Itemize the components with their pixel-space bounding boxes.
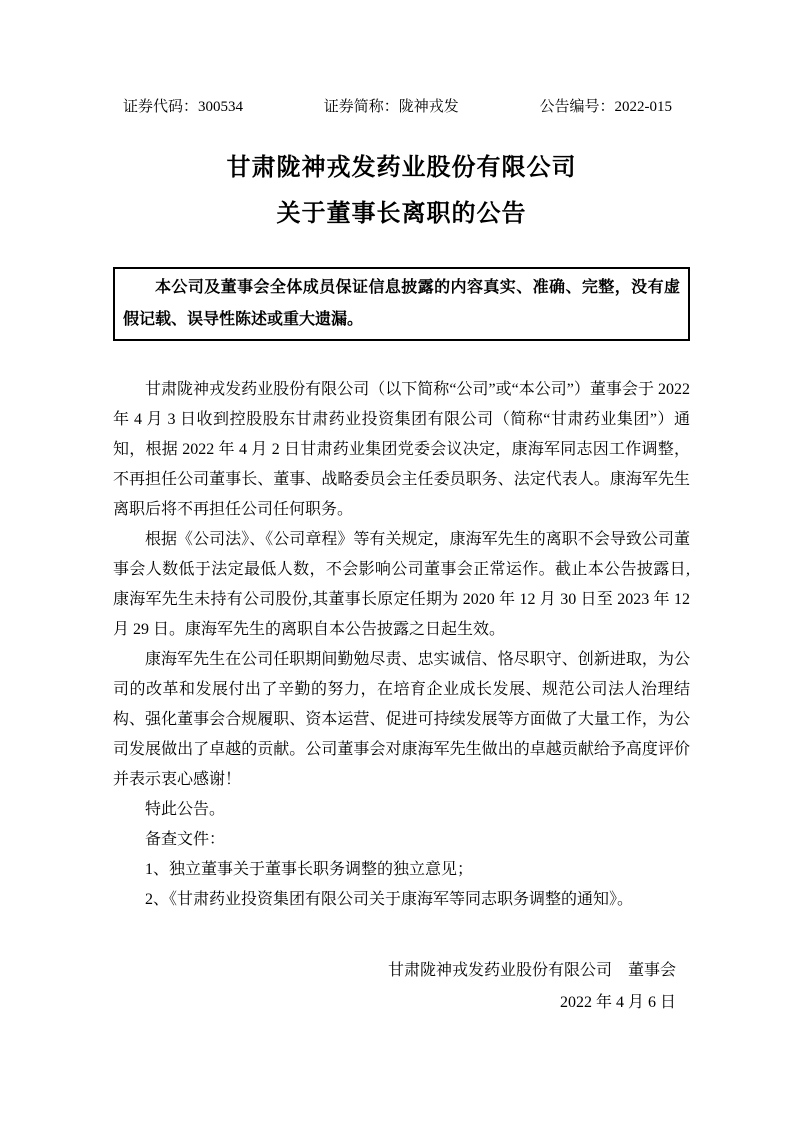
stock-abbr	[324, 97, 459, 117]
signature-block	[113, 955, 690, 1019]
reference-doc-item-1: 1、独立董事关于董事长职务调整的独立意见；	[145, 861, 474, 878]
stock-code-value: 300534	[198, 99, 244, 115]
signature-date: 2022 年 4 月 6 日	[559, 994, 676, 1011]
announcement-no-label: 公告编号：	[539, 99, 615, 115]
signature-company: 甘肃陇神戎发药业股份有限公司 董事会	[387, 962, 676, 979]
paragraph-resignation-notice: 甘肃陇神戎发药业股份有限公司（以下简称“公司”或“本公司”）董事会于 2022 年 4 月 3 日收到控股股东甘肃药业投资集团有限公司（简称“甘肃药业集团”）通知，根据 2022 年 4 月 2 日甘肃药业集团党委会议决定，康海军同志因工作调整，不再担任公司董事长、董事、战略委员会主任委员职务、法定代表人。康海军先生离职后将不再担任公司任何职务。	[113, 381, 690, 518]
document-header	[113, 97, 690, 117]
reference-docs-heading: 备查文件：	[145, 831, 226, 848]
disclosure-notice-text: 本公司及董事会全体成员保证信息披露的内容真实、准确、完整，没有虚假记载、误导性陈述或重大遗漏。	[123, 279, 680, 328]
document-title-line2: 关于董事长离职的公告	[276, 201, 527, 227]
document-content	[113, 0, 690, 1019]
paragraph-legal-effect: 根据《公司法》、《公司章程》等有关规定，康海军先生的离职不会导致公司董事会人数低于法定最低人数，不会影响公司董事会正常运作。截止本公告披露日,康海军先生未持有公司股份,其董事长原定任期为 2020 年 12 月 30 日至 2023 年 12 月 29 日。康海军先生的离职自本公告披露之日起生效。	[113, 531, 690, 638]
stock-abbr-value: 陇神戎发	[398, 99, 459, 115]
stock-abbr-label: 证券简称：	[323, 99, 399, 115]
stock-code	[123, 97, 243, 117]
document-title-line1: 甘肃陇神戎发药业股份有限公司	[226, 155, 577, 181]
paragraph-tribute: 康海军先生在公司任职期间勤勉尽责、忠实诚信、恪尽职守、创新进取，为公司的改革和发展付出了辛勤的努力，在培育企业成长发展、规范公司法人治理结构、强化董事会合规履职、资本运营、促进可持续发展等方面做了大量工作，为公司发展做出了卓越的贡献。公司董事会对康海军先生做出的卓越贡献给予高度评价并表示衷心感谢！	[113, 651, 690, 788]
document-title	[113, 145, 690, 237]
document-body	[113, 375, 690, 915]
reference-doc-item-2: 2、《甘肃药业投资集团有限公司关于康海军等同志职务调整的通知》。	[145, 891, 634, 908]
stock-code-label: 证券代码：	[123, 99, 199, 115]
paragraph-closing: 特此公告。	[145, 801, 226, 818]
announcement-no	[539, 97, 672, 117]
disclosure-notice-box	[113, 267, 690, 341]
announcement-no-value: 2022-015	[614, 99, 672, 115]
